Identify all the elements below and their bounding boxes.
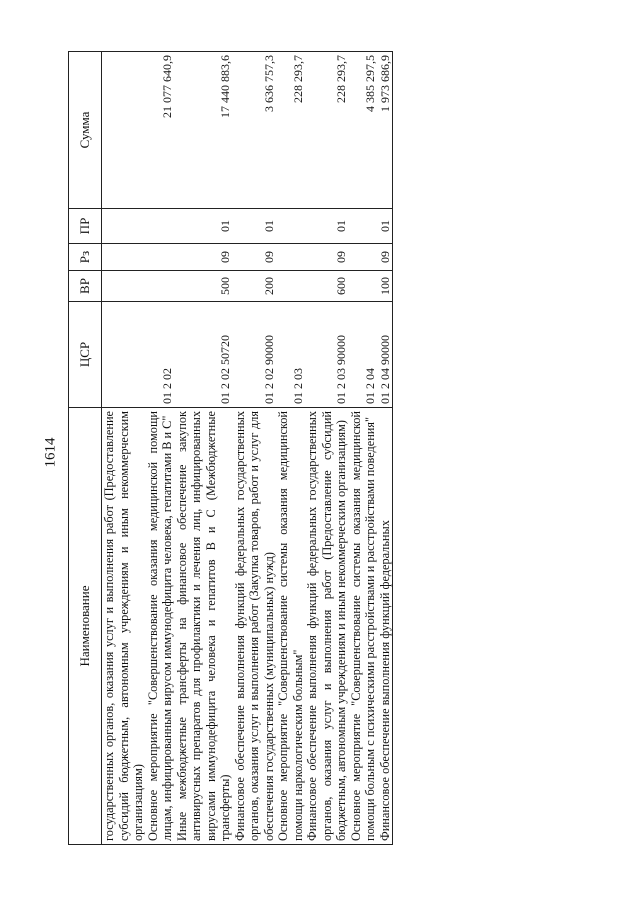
header-amount: Сумма: [69, 52, 102, 209]
table-row: [305, 52, 349, 845]
row-amount: 21 077 640,9: [146, 52, 175, 209]
row-name: Основное мероприятие "Совершенствование системы оказания медицинской помощи больным с психическими расстройствами и расстройствами поведения": [349, 408, 378, 845]
row-rz: 09: [378, 244, 393, 271]
row-vr: 600: [305, 271, 349, 302]
row-code: 01 2 02 50720: [175, 302, 233, 408]
row-amount: [102, 52, 146, 209]
row-pr: [146, 209, 175, 244]
table-row: [349, 52, 378, 845]
table-row: [233, 52, 277, 845]
row-amount: 228 293,7: [276, 52, 305, 209]
row-name: Финансовое обеспечение выполнения функций федеральных государственных органов, оказания услуг и выполнения работ (Предоставление субсидий бюджетным, автономным учреждениям и иным некоммерческим организациям): [305, 408, 349, 845]
table-row: [378, 52, 393, 845]
row-rz: 09: [233, 244, 277, 271]
row-vr: 500: [175, 271, 233, 302]
row-name: государственных органов, оказания услуг и выполнения работ (Предоставление субсидий бюджетным, автономным учреждениям и иным некоммерческим организациям): [102, 408, 146, 845]
budget-table: [68, 51, 393, 845]
row-rz: 09: [175, 244, 233, 271]
row-pr: 01: [305, 209, 349, 244]
row-pr: 01: [378, 209, 393, 244]
table-row: [276, 52, 305, 845]
row-pr: [276, 209, 305, 244]
header-pr: ПР: [69, 209, 102, 244]
row-amount: 1 973 686,9: [378, 52, 393, 209]
table-row: [146, 52, 175, 845]
row-amount: 17 440 883,6: [175, 52, 233, 209]
row-rz: 09: [305, 244, 349, 271]
row-code: 01 2 03: [276, 302, 305, 408]
table-row: [175, 52, 233, 845]
row-rz: [349, 244, 378, 271]
table-body: [102, 52, 393, 845]
row-code: 01 2 02 90000: [233, 302, 277, 408]
row-name: Финансовое обеспечение выполнения функций федеральных государственных органов, оказания услуг и выполнения работ (Закупка товаров, работ и услуг для обеспечения государственных (муниципальных) нужд): [233, 408, 277, 845]
row-code: [102, 302, 146, 408]
row-vr: [102, 271, 146, 302]
row-code: 01 2 02: [146, 302, 175, 408]
row-code: 01 2 04: [349, 302, 378, 408]
row-rz: [102, 244, 146, 271]
row-name: Основное мероприятие "Совершенствование оказания медицинской помощи лицам, инфицированным вирусом иммунодефицита человека, гепатитами В и С": [146, 408, 175, 845]
row-name: Основное мероприятие "Совершенствование системы оказания медицинской помощи наркологическим больным": [276, 408, 305, 845]
row-vr: 200: [233, 271, 277, 302]
row-pr: [102, 209, 146, 244]
page-number: 1614: [42, 437, 59, 468]
budget-table-rotated: [68, 52, 588, 845]
header-rz: Рз: [69, 244, 102, 271]
header-name: Наименование: [69, 408, 102, 845]
row-name: Иные межбюджетные трансферты на финансовое обеспечение закупок антивирусных препаратов для профилактики и лечения лиц, инфицированных вирусами иммунодефицита человека и гепатитов В и С (Межбюджетные трансферты): [175, 408, 233, 845]
row-code: 01 2 03 90000: [305, 302, 349, 408]
row-pr: [349, 209, 378, 244]
header-code: ЦСР: [69, 302, 102, 408]
row-amount: 3 636 757,3: [233, 52, 277, 209]
row-pr: 01: [233, 209, 277, 244]
table-header: [69, 52, 102, 845]
table-row: [102, 52, 146, 845]
row-amount: 228 293,7: [305, 52, 349, 209]
row-code: 01 2 04 90000: [378, 302, 393, 408]
row-rz: [146, 244, 175, 271]
header-vr: ВР: [69, 271, 102, 302]
row-name: Финансовое обеспечение выполнения функций федеральных: [378, 408, 393, 845]
row-rz: [276, 244, 305, 271]
row-vr: [276, 271, 305, 302]
row-pr: 01: [175, 209, 233, 244]
row-vr: [146, 271, 175, 302]
row-amount: 4 385 297,5: [349, 52, 378, 209]
row-vr: [349, 271, 378, 302]
row-vr: 100: [378, 271, 393, 302]
